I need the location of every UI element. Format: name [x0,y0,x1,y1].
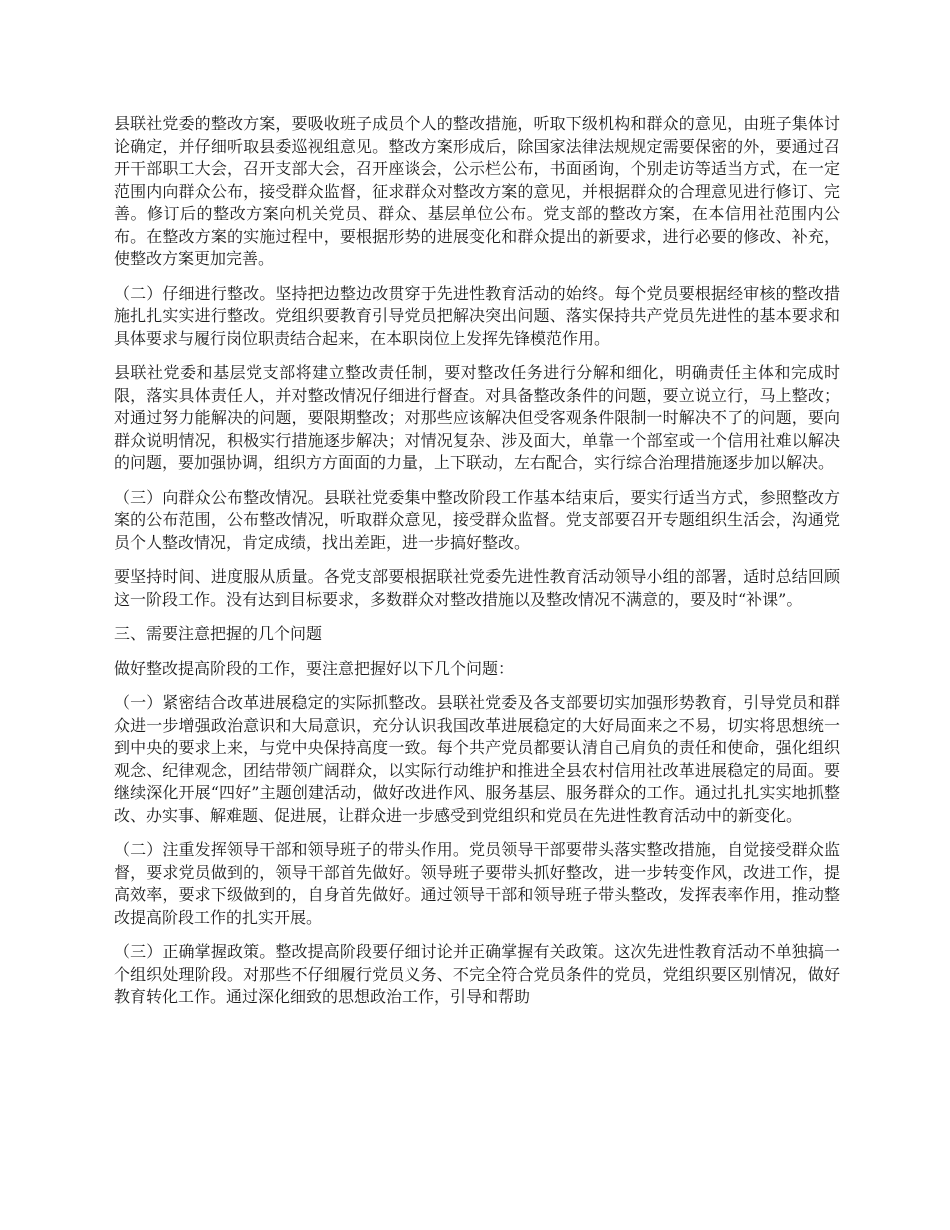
paragraph-rectification-plan: 县联社党委的整改方案，要吸收班子成员个人的整改措施，听取下级机构和群众的意见，由班子集体讨论确定，并仔细听取县委巡视组意见。整改方案形成后，除国家法律法规规定需要保密的外，要通过召开干部职工大会，召开支部大会，召开座谈会，公示栏公布，书面函询，个别走访等适当方式，在一定范围内向群众公布，接受群众监督，征求群众对整改方案的意见，并根据群众的合理意见进行修订、完善。修订后的整改方案向机关党员、群众、基层单位公布。党支部的整改方案，在本信用社范围内公布。在整改方案的实施过程中，要根据形势的进展变化和群众提出的新要求，进行必要的修改、补充，使整改方案更加完善。 [114,114,840,268]
paragraph-responsibility-system: 县联社党委和基层党支部将建立整改责任制，要对整改任务进行分解和细化，明确责任主体和完成时限，落实具体责任人，并对整改情况仔细进行督查。对具备整改条件的问题，要立说立行，马上整改；对通过努力能解决的问题，要限期整改；对那些应该解决但受客观条件限制一时解决不了的问题，要向群众说明情况，积极实行措施逐步解决；对情况复杂、涉及面大，单靠一个部室或一个信用社难以解决的问题，要加强协调，组织方方面面的力量，上下联动，左右配合，实行综合治理措施逐步加以解决。 [114,363,840,472]
document-page [114,113,840,1021]
paragraph-publish-rectification: （三）向群众公布整改情况。县联社党委集中整改阶段工作基本结束后，要实行适当方式，参照整改方案的公布范围，公布整改情况，听取群众意见，接受群众监督。党支部要召开专题组织生活会，沟通党员个人整改情况，肯定成绩，找出差距，进一步搞好整改。 [114,487,840,552]
paragraph-issues-intro: 做好整改提高阶段的工作，要注意把握好以下几个问题： [114,658,515,678]
paragraph-policy: （三）正确掌握政策。整改提高阶段要仔细讨论并正确掌握有关政策。这次先进性教育活动不单独搞一个组织处理阶段。对那些不仔细履行党员义务、不完全符合党员条件的党员，党组织要区别情况，做好教育转化工作。通过深化细致的思想政治工作，引导和帮助 [114,942,840,1006]
section-heading-issues: 三、需要注意把握的几个问题 [114,624,323,643]
paragraph-reform-stability: （一）紧密结合改革进展稳定的实际抓整改。县联社党委及各支部要切实加强形势教育，引导党员和群众进一步增强政治意识和大局意识，充分认识我国改革进展稳定的大好局面来之不易，切实将思想统一到中央的要求上来，与党中央保持高度一致。每个共产党员都要认清自己肩负的责任和使命，强化组织观念、纪律观念，团结带领广阔群众，以实际行动维护和推进全县农村信用社改革进展稳定的局面。要继续深化开展“四好”主题创建活动，做好改进作风、服务基层、服务群众的工作。通过扎扎实实地抓整改、办实事、解难题、促进展，让群众进一步感受到党组织和党员在先进性教育活动中的新变化。 [114,693,840,825]
paragraph-leadership-example: （二）注重发挥领导干部和领导班子的带头作用。党员领导干部要带头落实整改措施，自觉接受群众监督，要求党员做到的，领导干部首先做好。领导班子要带头抓好整改，进一步转变作风，改进工作，提高效率，要求下级做到的，自身首先做好。通过领导干部和领导班子带头整改，发挥表率作用，推动整改提高阶段工作的扎实开展。 [114,840,840,927]
paragraph-quality-first: 要坚持时间、进度服从质量。各党支部要根据联社党委先进性教育活动领导小组的部署，适时总结回顾这一阶段工作。没有达到目标要求，多数群众对整改措施以及整改情况不满意的，要及时“补课”。 [114,567,840,609]
paragraph-carry-out-rectification: （二）仔细进行整改。坚持把边整边改贯穿于先进性教育活动的始终。每个党员要根据经审核的整改措施扎扎实实进行整改。党组织要教育引导党员把解决突出问题、落实保持共产党员先进性的基本要求和具体要求与履行岗位职责结合起来，在本职岗位上发挥先锋模范作用。 [114,283,840,348]
